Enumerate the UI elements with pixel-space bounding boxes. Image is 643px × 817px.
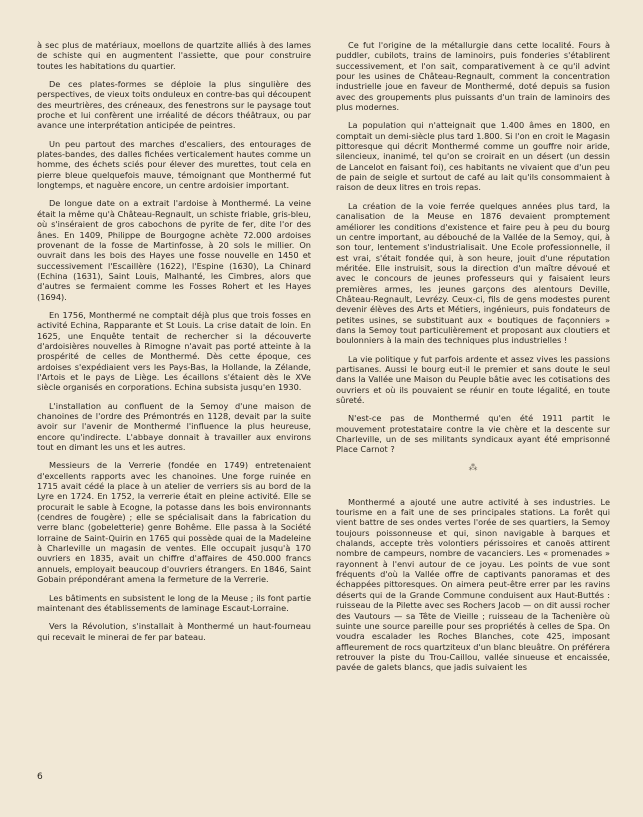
paragraph: Vers la Révolution, s'installait à Monthermé un haut-fourneau qui recevait le minerai de fer par bateau.	[37, 621, 311, 642]
section-separator: ⁂	[468, 462, 478, 473]
paragraph: Messieurs de la Verrerie (fondée en 1749) entretenaient d'excellents rapports avec les chanoines. Une forge ruinée en 1715 avait cédé la place à un atelier de verriers sis au bord de la Lyre en 1724. En 1752, la verrerie était en pleine activité. Elle se procurait le sable à Ecogne, la potasse dans les bois environnants (cendres de fougère) ; elle se spécialisait dans la fabrication du verre blanc (gobeletterie) genre Bohême. Elle passa à la Société lorraine de Saint-Quirin en 1765 qui possède quai de la Madeleine à Charleville un magasin de ventes. Elle occupait jusqu'à 170 ouvriers en 1835, avait un chiffre d'affaires de 450.000 francs annuels, employait beaucoup d'ouvriers étrangers. En 1846, Saint Gobain prépondérant amena la fermeture de la Verrerie.	[37, 460, 311, 585]
paragraph: Un peu partout des marches d'escaliers, des entourages de plates-bandes, des dalles fichées verticalement hautes comme un homme, des échets sciés pour élever des murettes, tout cela en pierre bleue quelquefois mauve, témoignant que Monthermé fut longtemps, et naguère encore, un centre ardoisier important.	[37, 138, 311, 191]
paragraph: Ce fut l'origine de la métallurgie dans cette localité. Fours à puddler, cubilots, trains de laminoirs, puis fonderies s'établirent successivement, et l'on sait, comparativement à ce qu'il advint pour les usines de Château-Regnault, comment la concentration industrielle joue en faveur de Monthermé, doté depuis sa fusion avec des groupements plus puissants d'un train de laminoirs des plus modernes.	[336, 40, 610, 113]
paragraph: De longue date on a extrait l'ardoise à Monthermé. La veine était la même qu'à Château-Regnault, un schiste friable, gris-bleu, où s'inséraient de gros cabochons de pyrite de fer, dite l'or des ânes. En 1409, Philippe de Bourgogne achète 72.000 ardoises provenant de la fosse de Martinfosse, à 20 sols le millier. On ouvrait dans les bois des Hayes une fosse nouvelle en 1450 et successivement l'Escaillère (1622), l'Espine (1630), La Chinard (Echina (1631), Saint Louis, Malhanté, les Cimbres, alors que d'autres se fermaient comme les Fosses Rohert et les Hayes (1694).	[37, 198, 311, 302]
page-number: 6	[37, 772, 43, 782]
paragraph: L'installation au confluent de la Semoy d'une maison de chanoines de l'ordre des Prémontrés en 1128, devait par la suite avoir sur l'avenir de Monthermé l'influence la plus heureuse, encore qu'indirecte. L'abbaye donnait à travailler aux environs tout en dimant les uns et les autres.	[37, 400, 311, 453]
paragraph: La création de la voie ferrée quelques années plus tard, la canalisation de la Meuse en 1876 devaient promptement améliorer les conditions d'existence et faire peu à peu du bourg un centre important, au débouché de la Vallée de la Semoy, qui, à son tour, lentement s'industrialisait. Une Ecole professionnelle, il est vrai, s'était fondée qui, à son heure, jouit d'une réputation méritée. Elle instruisit, sous la direction d'un maître dévoué et avec le concours de jeunes professeurs qui y faisaient leurs premières armes, les jeunes garçons des alentours Deville, Château-Regnault, Levrézy. Ceux-ci, fils de gens modestes purent devenir élèves des Arts et Métiers, ingénieurs, puis fondateurs de petites usines, se substituant aux « boutiques de façonniers » dans la Semoy tout particulièrement et proposant aux cloutiers et boulonniers à la main des techniques plus industrielles !	[336, 200, 610, 346]
paragraph: De ces plates-formes se déploie la plus singulière des perspectives, de vieux toits onduleux en contre-bas qui découpent des meurtrières, des créneaux, des fenestrons sur le paysage tout proche et lui confèrent une irréalité de décors théâtraux, ou par avance une interprétation anticipée de peintres.	[37, 79, 312, 131]
paragraph: La population qui n'atteignait que 1.400 âmes en 1800, en comptait un demi-siècle plus tard 1.800. Si l'on en croit le Magasin pittoresque qui décrit Monthermé comme un gouffre noir aride, silencieux, inanimé, tel qu'on se croirait en un désert (un dessin de Lancelot en faisant foi), ces habitants ne vivaient que d'un peu de pain de seigle et surtout de café au lait qu'ils consommaient à raison de deux litres en trois repas.	[336, 120, 610, 193]
paragraph: La vie politique y fut parfois ardente et assez vives les passions partisanes. Aussi le bourg eut-il le premier et sans doute le seul dans la Vallée une Maison du Peuple bâtie avec les cotisations des ouvriers et où ils pouvaient se réunir en toute légalité, en toute sûreté.	[336, 353, 610, 405]
paragraph: N'est-ce pas de Monthermé qu'en été 1911 partit le mouvement protestataire contre la vie chère et la descente sur Charleville, un de ses militants syndicaux ayant été emprisonné Place Carnot ?	[336, 413, 610, 455]
paragraph: En 1756, Monthermé ne comptait déjà plus que trois fosses en activité Echina, Rapparante et St Louis. La crise datait de loin. En 1625, une Enquête tentait de rechercher si la découverte d'ardoisières nouvelles à Rimogne n'avait pas porté atteinte à la prospérité de celles de Monthermé. Dès cette époque, ces ardoises s'expédiaient vers les Pays-Bas, la Hollande, la Zélande, l'Artois et le pays de Liège. Les écaillons s'étaient dès le XVe siècle organisés en corporations. Echina subsista jusqu'en 1930.	[37, 309, 311, 393]
paragraph: Monthermé a ajouté une autre activité à ses industries. Le tourisme en a fait une de ses principales stations. La forêt qui vient battre de ses ondes vertes l'orée de ses quartiers, la Semoy toujours poissonneuse et qui, sinon navigable à barques et chalands, accepte très volontiers périssoires et canoës attirent nombre de campeurs, nombre de vacanciers. Les « promenades » rayonnent à l'envi autour de ce joyau. Les points de vue sont fréquents d'où la Vallée offre de captivants panoramas et des échappées pittoresques. On aimera peut-être errer par les ravins déserts qui de la Grande Commune conduisent aux Haut-Buttés : ruisseau de la Pilette avec ses Rochers Jacob — on dit aussi rocher des Vautours — sa Tête de Vieille ; ruisseau de la Tachenière où suinte une source pareille pour ses propriétés à celles de Spa. On voudra escalader les Roches Blanches, cote 425, imposant affleurement de rocs quartziteux d'un blanc bleuâtre. On préférera retrouver la piste du Trou-Caillou, vallée sinueuse et encaissée, pavée de galets blancs, que jadis suivaient les	[336, 496, 610, 673]
paragraph: à sec plus de matériaux, moellons de quartzite alliés à des lames de schiste qui en augmentent l'assiette, que pour construire toutes les habitations du quartier.	[37, 40, 311, 71]
left-column	[37, 40, 311, 650]
paragraph: Les bâtiments en subsistent le long de la Meuse ; ils font partie maintenant des établissements de laminage Escaut-Lorraine.	[37, 592, 311, 613]
right-column	[336, 40, 610, 681]
